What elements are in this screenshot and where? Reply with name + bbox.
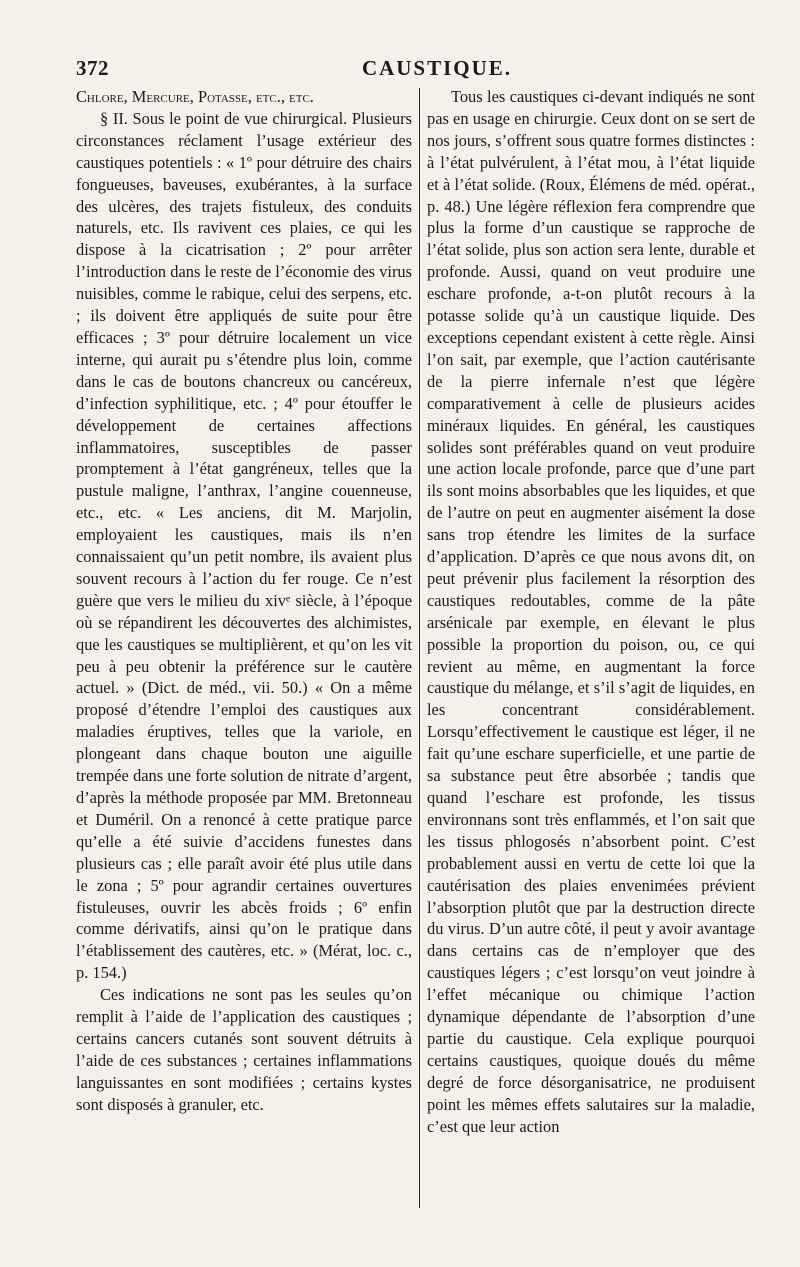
right-paragraph-caustics: Tous les caustiques ci-devant indiqués ne sont pas en usage en chirurgie. Ceux dont on se sert de nos jours, s’offrent sous quatre formes distinctes : à l’état pulvérulent, à l’état mou, à l’état liquide et à l’état solide. (Roux, Élémens de méd. opérat., p. 48.) Une légère réflexion fera comprendre que plus la forme d’un caustique se rapproche de l’état solide, plus son action sera lente, durable et profonde. Aussi, quand on veut produire une eschare profonde, a-t-on plutôt recours à la potasse solide qu’à un caustique liquide. Des exceptions cependant existent à cette règle. Ainsi l’on sait, par exemple, que l’action cautérisante de la pierre infernale n’est que légère comparativement à celle de plusieurs acides minéraux liquides. En général, les caustiques solides sont préférables quand on veut produire une action locale profonde, parce que d’une part ils sont moins absorbables que les liquides, et que de l’autre on peut en augmenter aisément la dose sans trop étendre les limites de la surface d’application. D’après ce que nous avons dit, on peut prévenir plus facilement la résorption des caustiques redoutables, comme de la pâte arsénicale par exemple, en élevant le plus possible la proportion du poison, ou, ce qui revient au même, en augmentant la force caustique du mélange, et s’il s’agit de liquides, en les concentrant considérablement. Lorsqu’effectivement le caustique est léger, il ne fait qu’une eschare superficielle, et une partie de sa substance peut être absorbée ; tandis que quand l’eschare est profonde, les tissus environnans sont très enflammés, et l’on sait que les tissus phlogosés n’absorbent point. C’est probablement aussi en vertu de cette loi que la cautérisation des plaies envenimées prévient l’absorption plutôt que par la destruction directe du virus. D’un autre côté, il peut y avoir avantage dans certains cas de n’employer que des caustiques légers ; c’est lorsqu’on veut joindre à l’effet mécanique ou chimique l’action dynamique dépendante de l’absorption d’une partie du caustique. Cela explique pourquoi certains caustiques, quoique doués du même degré de force désorganisatrice, ne produisent point les mêmes effets salutaires sur la maladie, c’est que leur action	[427, 87, 755, 1136]
right-column	[427, 86, 755, 1211]
left-paragraph-continuation: Chlore, Mercure, Potasse, etc., etc.	[76, 87, 314, 106]
column-divider	[419, 88, 420, 1208]
left-column	[76, 86, 412, 1211]
page-number: 372	[76, 56, 109, 80]
left-paragraph-section-ii: § II. Sous le point de vue chirurgical. Plusieurs circonstances réclament l’usage extérieur des caustiques potentiels : « 1º pour détruire des chairs fongueuses, baveuses, exubérantes, à la surface des ulcères, des trajets fistuleux, des conduits naturels, etc. Ils ravivent ces plaies, ce qui les dispose à la cicatrisation ; 2º pour arrêter l’introduction dans le reste de l’économie des virus nuisibles, comme le rabique, celui des serpens, etc. ; ils doivent être appliqués de suite pour être efficaces ; 3º pour détruire localement un vice interne, qui aurait pu s’étendre plus loin, comme dans le cas de boutons chancreux ou cancéreux, d’infection syphilitique, etc. ; 4º pour étouffer le développement de certaines affections inflammatoires, susceptibles de passer promptement à l’état gangréneux, telles que la pustule maligne, l’anthrax, l’angine couenneuse, etc., etc. « Les anciens, dit M. Marjolin, employaient les caustiques, mais ils n’en connaissaient qu’un petit nombre, ils avaient plus souvent recours à l’action du fer rouge. Ce n’est guère que vers le milieu du xivᵉ siècle, à l’époque où se répandirent les découvertes des alchimistes, que les caustiques se multiplièrent, et qu’on les vit peu à peu obtenir la préférence sur le cautère actuel. » (Dict. de méd., vii. 50.) « On a même proposé d’étendre l’emploi des caustiques aux maladies éruptives, telles que la variole, en plongeant dans chaque bouton une aiguille trempée dans une forte solution de nitrate d’argent, d’après la méthode proposée par MM. Bretonneau et Duméril. On a renoncé à cette pratique parce qu’elle a été suivie d’accidens funestes dans plusieurs cas ; elle paraît avoir été plus utile dans le zona ; 5º pour agrandir certaines ouvertures fistuleuses, ouvrir les abcès froids ; 6º enfin comme dérivatifs, ainsi qu’on le pratique dans l’établissement des cautères, etc. » (Mérat, loc. c., p. 154.)	[76, 108, 412, 983]
page-header	[76, 56, 758, 86]
left-paragraph-indications: Ces indications ne sont pas les seules qu’on remplit à l’aide de l’application des caustiques ; certains cancers cutanés sont souvent détruits à l’aide de ces substances ; certaines inflammations languissantes en sont modifiées ; certains kystes sont disposés à granuler, etc.	[76, 985, 412, 1114]
running-title: CAUSTIQUE.	[361, 56, 513, 80]
